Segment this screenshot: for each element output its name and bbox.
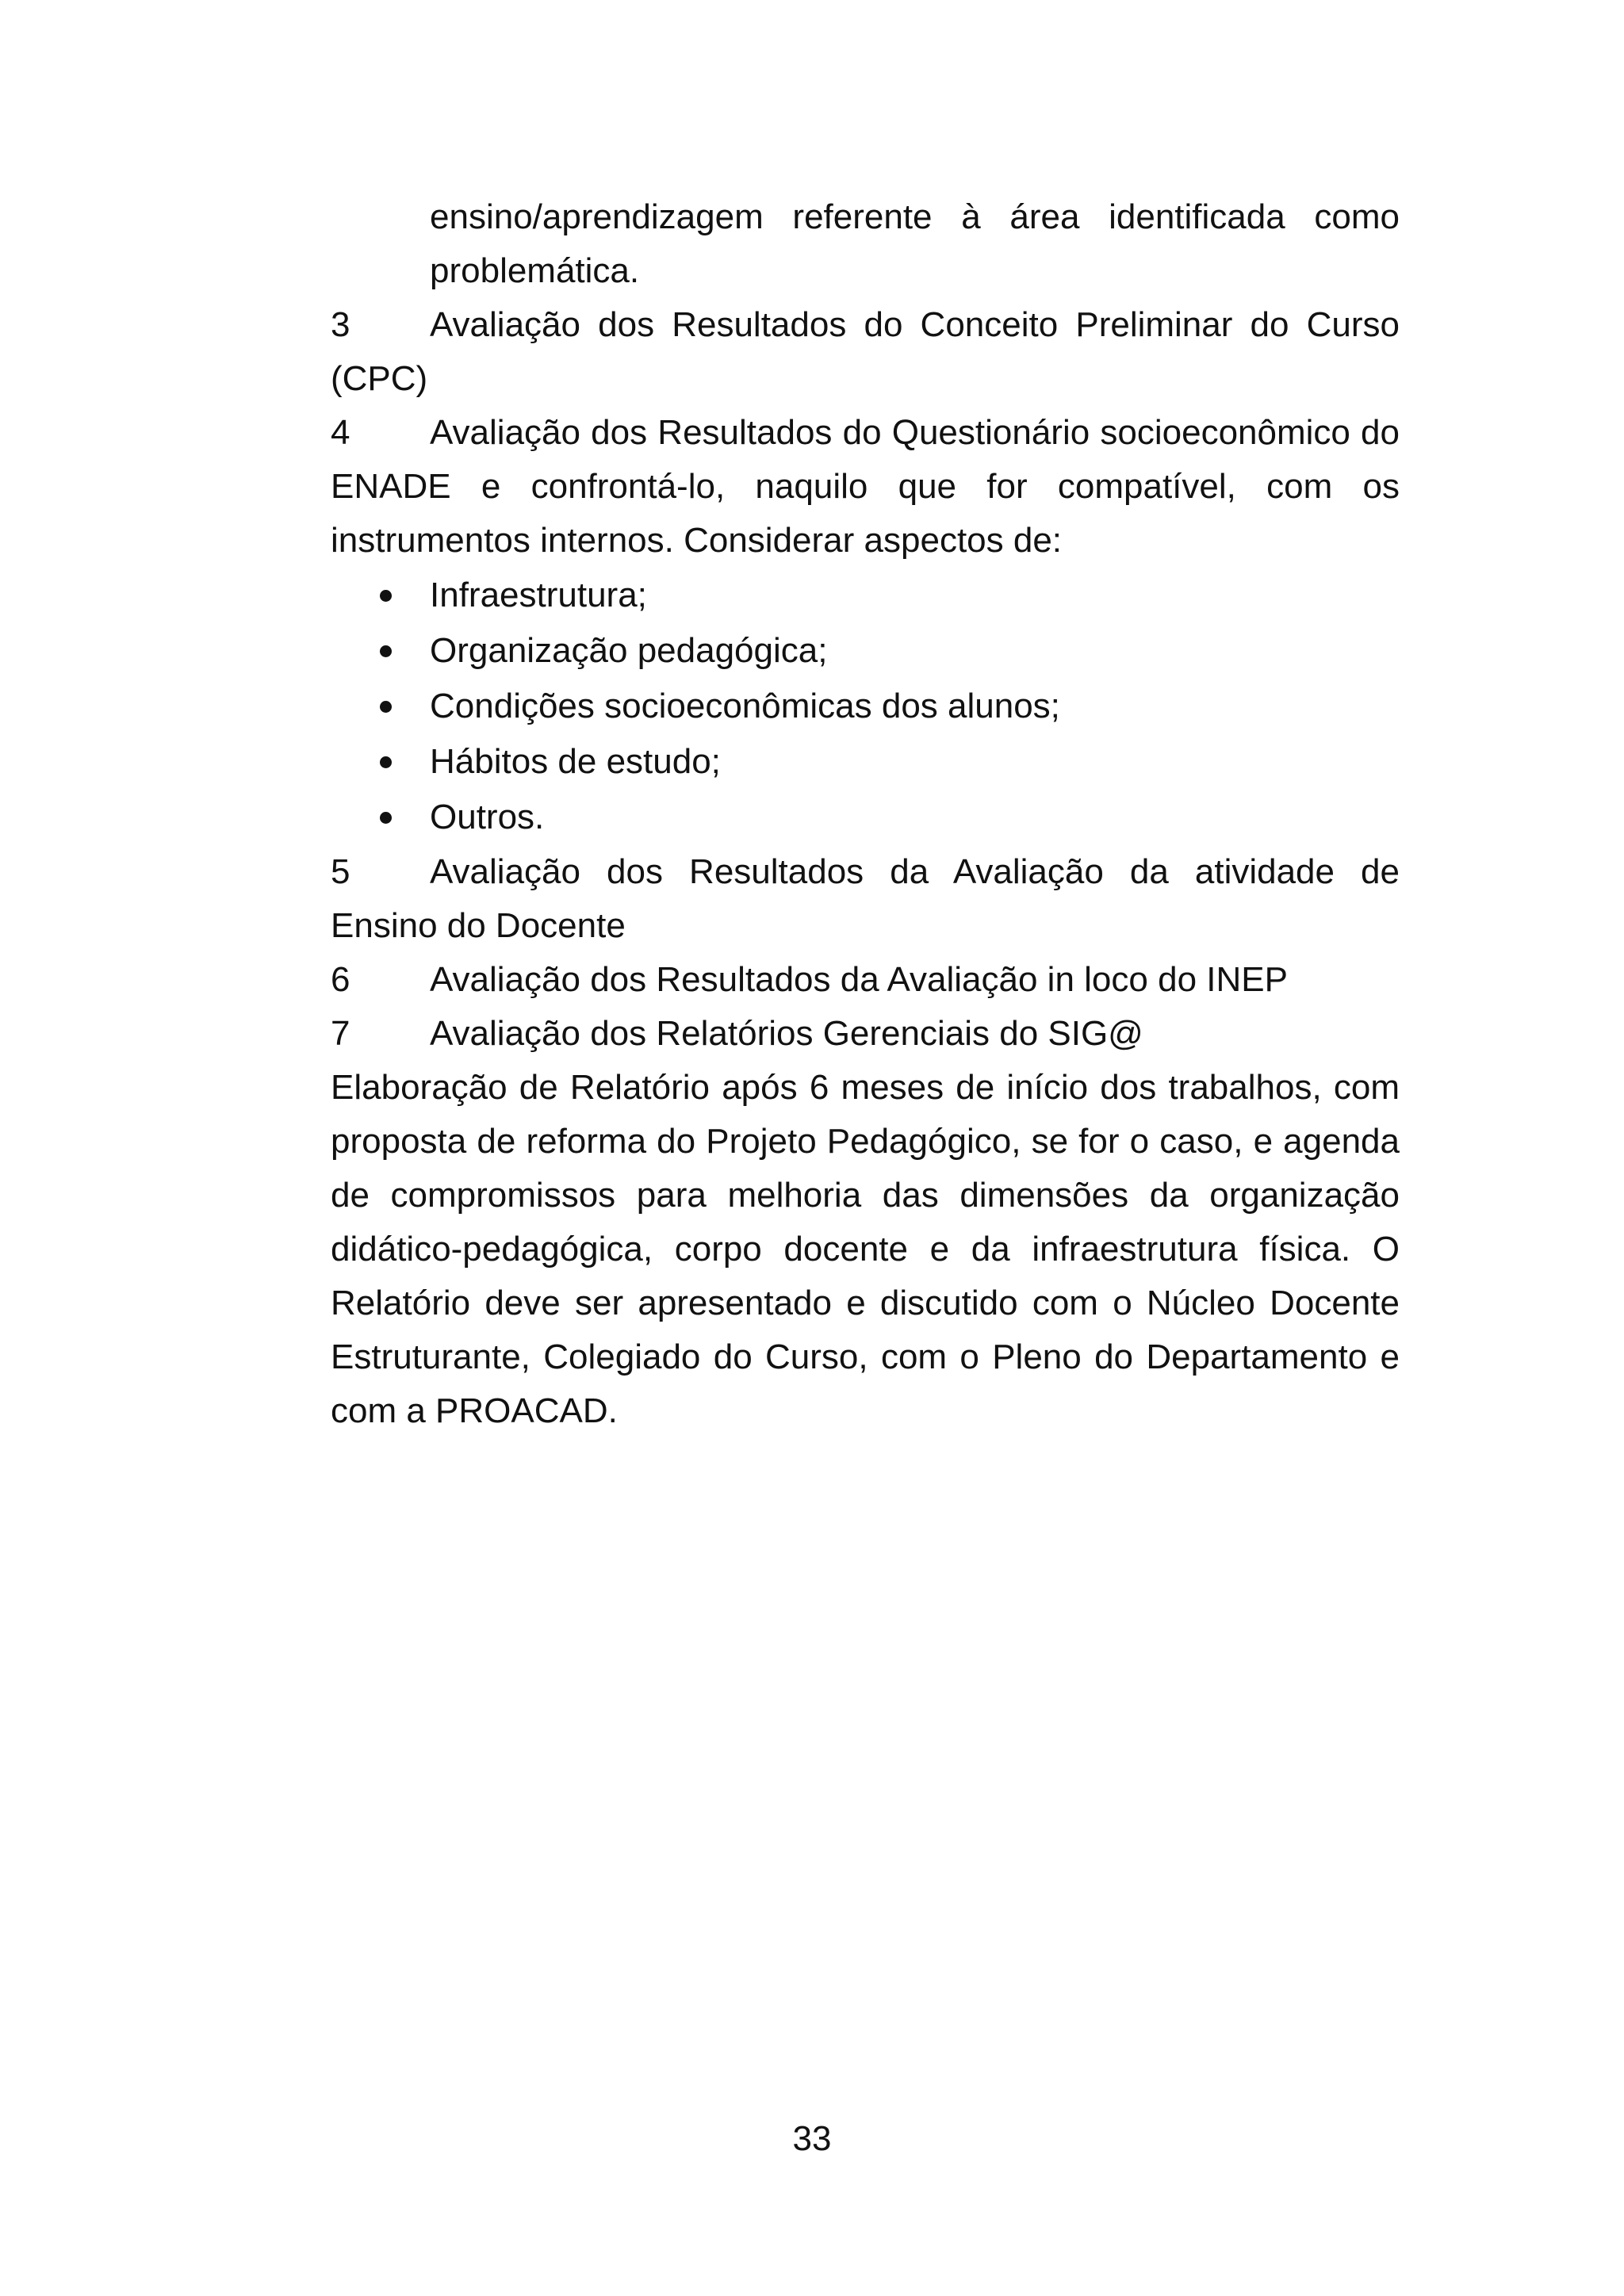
list-item-6	[331, 953, 1400, 1007]
bullet-text: Outros.	[430, 798, 545, 836]
bullet-text: Condições socioeconômicas dos alunos;	[430, 687, 1060, 725]
item-text: Avaliação dos Resultados do Questionário socioeconômico do ENADE e confrontá-lo, naquilo que for compatível, com os instrumentos internos. Considerar aspectos de:	[331, 413, 1400, 560]
aspects-bullet-list	[331, 568, 1400, 845]
item-number: 7	[331, 1014, 350, 1053]
list-item-7	[331, 1007, 1400, 1061]
bullet-icon	[380, 590, 392, 602]
item-number: 4	[331, 413, 350, 452]
bullet-icon	[380, 645, 392, 657]
bullet-icon	[380, 812, 392, 824]
bullet-icon	[380, 701, 392, 713]
item-text: Avaliação dos Resultados da Avaliação in loco do INEP	[430, 960, 1288, 999]
item-text: Avaliação dos Resultados da Avaliação da atividade de Ensino do Docente	[331, 852, 1400, 945]
list-item-5	[331, 845, 1400, 953]
list-item-4	[331, 406, 1400, 568]
bullet-item	[331, 568, 1400, 623]
bullet-item	[331, 623, 1400, 679]
page-body	[331, 190, 1400, 1438]
item-text: Avaliação dos Relatórios Gerenciais do SIG@	[430, 1014, 1143, 1053]
continued-paragraph: ensino/aprendizagem referente à área identificada como problemática.	[430, 197, 1400, 290]
bullet-icon	[380, 756, 392, 768]
bullet-item	[331, 679, 1400, 734]
bullet-text: Infraestrutura;	[430, 576, 647, 614]
bullet-text: Organização pedagógica;	[430, 631, 828, 670]
page-number: 33	[792, 2119, 832, 2158]
bullet-item	[331, 790, 1400, 845]
item-number: 5	[331, 852, 350, 891]
list-item-3	[331, 298, 1400, 406]
item-number: 3	[331, 305, 350, 344]
bullet-item	[331, 734, 1400, 790]
bullet-text: Hábitos de estudo;	[430, 742, 721, 781]
item-number: 6	[331, 960, 350, 999]
closing-paragraph: Elaboração de Relatório após 6 meses de início dos trabalhos, com proposta de reforma do Projeto Pedagógico, se for o caso, e agenda de compromissos para melhoria das dimensões da organização didático-pedagógica, corpo docente e da infraestrutura física. O Relatório deve ser apresentado e discutido com o Núcleo Docente Estruturante, Colegiado do Curso, com o Pleno do Departamento e com a PROACAD.	[331, 1068, 1400, 1430]
item-text: Avaliação dos Resultados do Conceito Preliminar do Curso (CPC)	[331, 305, 1400, 398]
